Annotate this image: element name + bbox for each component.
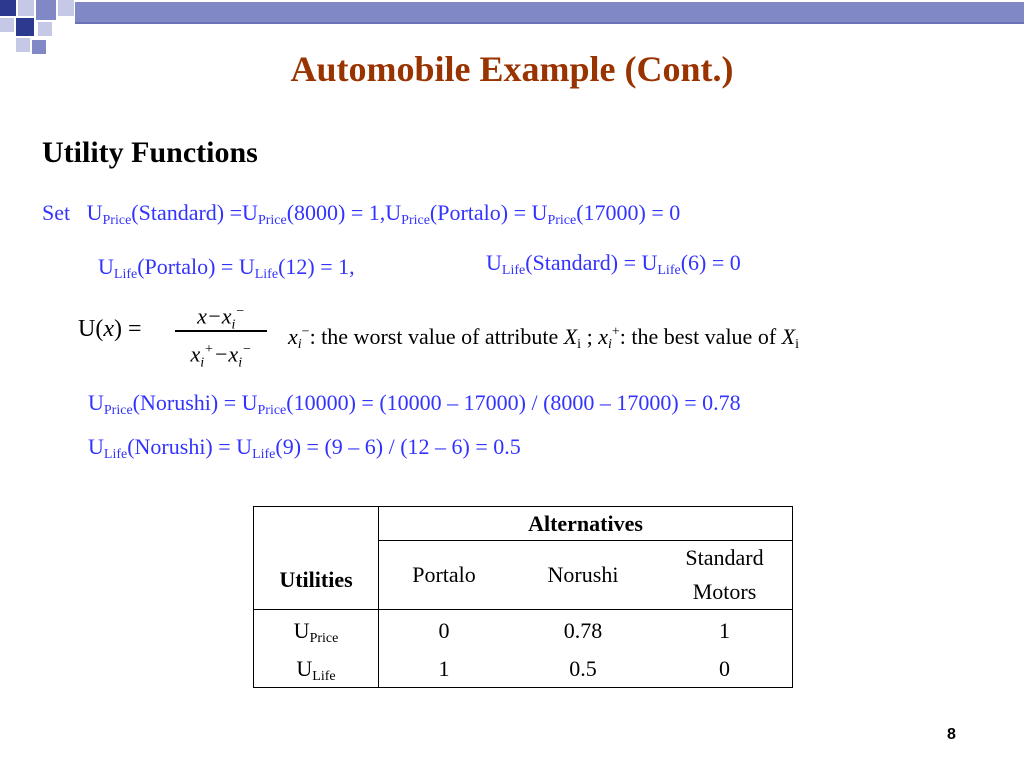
column-header: Standard Motors <box>657 541 793 610</box>
deco-square <box>58 0 74 16</box>
table-row <box>254 652 793 688</box>
table-cell: 1 <box>379 652 510 688</box>
table-cell: 0 <box>657 652 793 688</box>
deco-square <box>18 0 34 16</box>
row-header-cell <box>254 507 379 610</box>
deco-square <box>0 0 16 16</box>
column-header: Portalo <box>379 541 510 610</box>
row-label: $U_{Life}$ <box>254 652 379 688</box>
calc-price-norushi: $U_{Price}(Norushi) = U_{Price}(10000) = (10000 - 17000) / (8000 - 17000) = 0.78$ <box>88 390 741 418</box>
deco-square <box>38 22 52 36</box>
utility-line-life-standard: $U_{Life}(Standard) = U_{Life}(6) = 0$ <box>486 250 741 278</box>
deco-square <box>16 18 34 36</box>
utility-line-price: Set $U_{Price}(Standard) =U_{Price}(8000)$ = $1,U_{Price}(Portalo) = U_{Price}(17000) = 0$ <box>42 200 681 228</box>
utility-formula-lhs: U(x) = <box>78 316 142 342</box>
formula-legend: $x_i^-$: the worst value of attribute $X_i$ ; $x_i^+$: the best value of $X_i$ <box>288 324 799 352</box>
column-header: Norushi <box>509 541 657 610</box>
group-header-cell <box>379 507 793 541</box>
set-label: Set <box>42 200 71 225</box>
row-header: Utilities <box>279 567 353 592</box>
utility-formula-fraction <box>175 296 267 371</box>
utilities-table <box>253 506 793 688</box>
table-cell: 0.78 <box>563 617 603 643</box>
header-rule <box>75 22 1024 24</box>
header-bar <box>75 2 1024 22</box>
row-label: $U_{Price}$ <box>254 610 379 652</box>
deco-square <box>0 18 14 32</box>
table-cell: 0.5 <box>509 652 657 688</box>
utility-line-life-portalo: $U_{Life}(Portalo) = U_{Life}(12) = 1$, <box>98 254 355 282</box>
table-cell: 1 <box>657 610 793 652</box>
fraction-bar <box>175 330 267 332</box>
table-cell: 0 <box>438 617 450 643</box>
section-heading: Utility Functions <box>42 136 258 169</box>
fraction-numerator: $x-x_i^-$ <box>197 303 245 333</box>
page-number: 8 <box>947 726 956 743</box>
calc-life-norushi: $U_{Life}(Norushi) = U_{Life}(9) = (9 - 6) / (12 - 6) = 0.5$ <box>88 434 521 462</box>
deco-square <box>36 0 56 20</box>
group-header: Alternatives <box>528 510 643 536</box>
fraction-denominator: $x_i^+-x_i^-$ <box>190 341 252 371</box>
slide-title: Automobile Example (Cont.) <box>290 49 734 89</box>
table-row <box>254 610 793 652</box>
